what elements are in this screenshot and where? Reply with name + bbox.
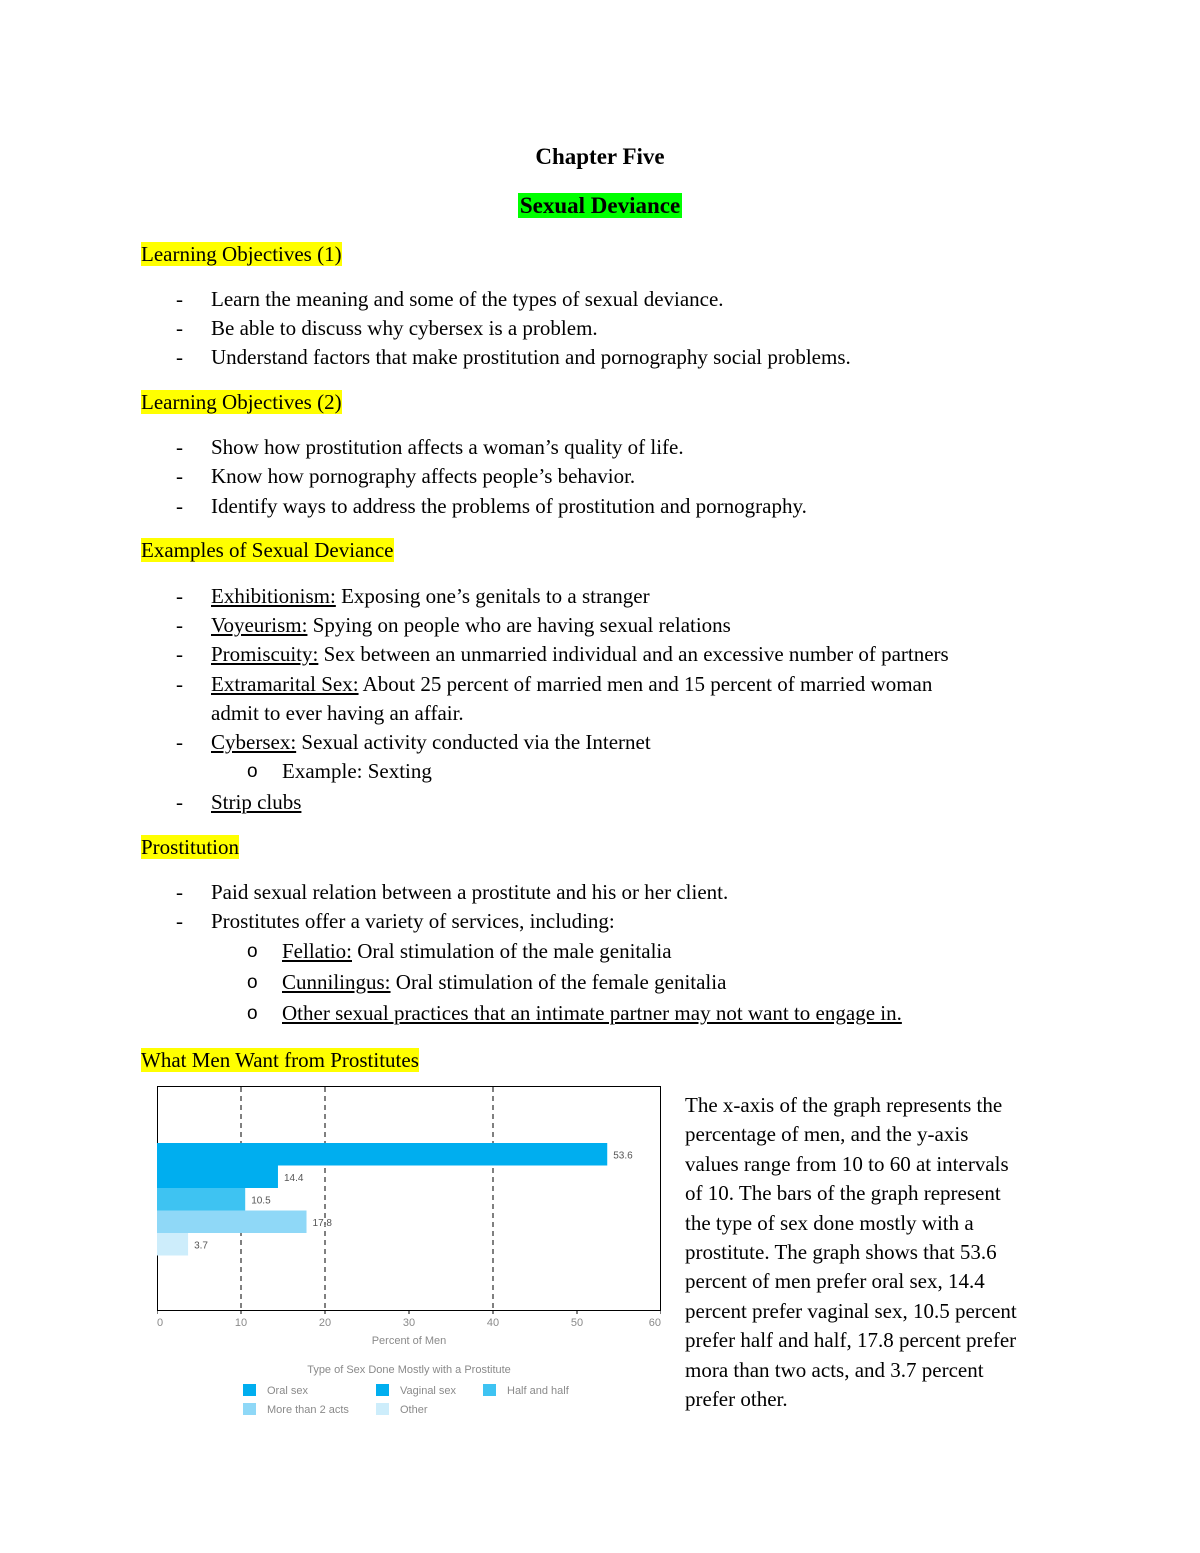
list-dash: - bbox=[176, 464, 183, 488]
list-dash: - bbox=[176, 730, 183, 754]
legend-label: Other bbox=[400, 1404, 428, 1416]
x-tick-label: 50 bbox=[570, 1317, 584, 1329]
sub-list-item: Example: Sexting bbox=[282, 759, 432, 783]
list-item: Strip clubs bbox=[211, 790, 302, 814]
legend-label: Oral sex bbox=[267, 1385, 308, 1397]
sub-bullet: o bbox=[247, 972, 258, 993]
list-item: Cybersex: Sexual activity conducted via the Internet bbox=[211, 730, 651, 754]
legend-swatch bbox=[243, 1384, 256, 1396]
sub-list-item: Fellatio: Oral stimulation of the male genitalia bbox=[282, 939, 672, 963]
description-line: mora than two acts, and 3.7 percent bbox=[685, 1357, 984, 1382]
sub-bullet: o bbox=[247, 761, 258, 782]
list-item: Identify ways to address the problems of prostitution and pornography. bbox=[211, 494, 807, 518]
heading-objectives-2: Learning Objectives (2) bbox=[141, 390, 342, 414]
x-tick-label: 60 bbox=[648, 1317, 661, 1329]
x-tick-label: 40 bbox=[486, 1317, 500, 1329]
list-dash: - bbox=[176, 613, 183, 637]
list-item: Extramarital Sex: About 25 percent of married men and 15 percent of married woman bbox=[211, 672, 933, 696]
bar-value-label: 10.5 bbox=[251, 1195, 271, 1207]
sub-list-item: Cunnilingus: Oral stimulation of the female genitalia bbox=[282, 970, 727, 994]
list-item: Promiscuity: Sex between an unmarried individual and an excessive number of partners bbox=[211, 642, 949, 666]
list-item: Show how prostitution affects a woman’s quality of life. bbox=[211, 435, 684, 459]
bar bbox=[157, 1188, 245, 1211]
description-line: prefer other. bbox=[685, 1387, 788, 1412]
x-tick-label: 30 bbox=[402, 1317, 416, 1329]
bar-value-label: 17.8 bbox=[312, 1217, 332, 1229]
legend-swatch bbox=[376, 1403, 389, 1415]
x-axis-label: Percent of Men bbox=[371, 1335, 447, 1347]
list-dash: - bbox=[176, 909, 183, 933]
page-title: Chapter Five bbox=[535, 144, 665, 169]
legend-title: Type of Sex Done Mostly with a Prostitute bbox=[307, 1364, 511, 1376]
list-item: Understand factors that make prostitution and pornography social problems. bbox=[211, 345, 851, 369]
bar bbox=[157, 1166, 278, 1189]
list-item-continuation: admit to ever having an affair. bbox=[211, 701, 464, 725]
legend-swatch bbox=[243, 1403, 256, 1415]
list-dash: - bbox=[176, 287, 183, 311]
x-tick-label: 0 bbox=[157, 1317, 164, 1329]
bar bbox=[157, 1143, 607, 1166]
x-tick-label: 20 bbox=[318, 1317, 332, 1329]
description-line: percentage of men, and the y-axis bbox=[685, 1122, 969, 1147]
sub-bullet: o bbox=[247, 941, 258, 962]
sub-list-item: Other sexual practices that an intimate partner may not want to engage in. bbox=[282, 1001, 902, 1025]
list-item: Learn the meaning and some of the types of sexual deviance. bbox=[211, 287, 724, 311]
description-line: percent of men prefer oral sex, 14.4 bbox=[685, 1269, 985, 1294]
list-item: Prostitutes offer a variety of services, including: bbox=[211, 909, 615, 933]
list-dash: - bbox=[176, 494, 183, 518]
list-dash: - bbox=[176, 345, 183, 369]
list-dash: - bbox=[176, 790, 183, 814]
x-tick-label: 10 bbox=[234, 1317, 248, 1329]
description-line: percent prefer vaginal sex, 10.5 percent bbox=[685, 1298, 1017, 1323]
list-dash: - bbox=[176, 316, 183, 340]
list-dash: - bbox=[176, 880, 183, 904]
sub-bullet: o bbox=[247, 1003, 258, 1024]
chart-description bbox=[685, 1091, 1070, 1414]
list-item: Voyeurism: Spying on people who are having sexual relations bbox=[211, 613, 731, 637]
list-item: Be able to discuss why cybersex is a problem. bbox=[211, 316, 598, 340]
list-item: Know how pornography affects people’s behavior. bbox=[211, 464, 636, 488]
list-dash: - bbox=[176, 584, 183, 608]
legend-label: Vaginal sex bbox=[400, 1385, 457, 1397]
bar-chart bbox=[157, 1086, 661, 1426]
heading-examples: Examples of Sexual Deviance bbox=[141, 538, 394, 562]
description-line: prefer half and half, 17.8 percent prefer bbox=[685, 1328, 1017, 1353]
legend-label: More than 2 acts bbox=[267, 1404, 349, 1416]
description-line: values range from 10 to 60 at intervals bbox=[685, 1151, 1009, 1176]
page-subtitle: Sexual Deviance bbox=[519, 193, 681, 218]
description-line: the type of sex done mostly with a bbox=[685, 1210, 974, 1235]
description-line: The x-axis of the graph represents the bbox=[685, 1093, 1003, 1117]
description-line: of 10. The bars of the graph represent bbox=[685, 1181, 1001, 1206]
list-item: Exhibitionism: Exposing one’s genitals to a stranger bbox=[211, 584, 650, 608]
list-dash: - bbox=[176, 642, 183, 666]
list-item: Paid sexual relation between a prostitute and his or her client. bbox=[211, 880, 729, 904]
legend-swatch bbox=[376, 1384, 389, 1396]
legend-swatch bbox=[483, 1384, 496, 1396]
heading-objectives-1: Learning Objectives (1) bbox=[141, 242, 342, 266]
bar bbox=[157, 1211, 307, 1234]
bar bbox=[157, 1233, 188, 1256]
list-dash: - bbox=[176, 672, 183, 696]
bar-value-label: 53.6 bbox=[613, 1150, 633, 1162]
heading-prostitution: Prostitution bbox=[141, 835, 240, 859]
bar-value-label: 14.4 bbox=[283, 1172, 304, 1184]
heading-men-want: What Men Want from Prostitutes bbox=[141, 1048, 419, 1072]
description-line: prostitute. The graph shows that 53.6 bbox=[685, 1240, 997, 1265]
legend-label: Half and half bbox=[507, 1385, 569, 1397]
list-dash: - bbox=[176, 435, 183, 459]
bar-value-label: 3.7 bbox=[194, 1240, 208, 1252]
